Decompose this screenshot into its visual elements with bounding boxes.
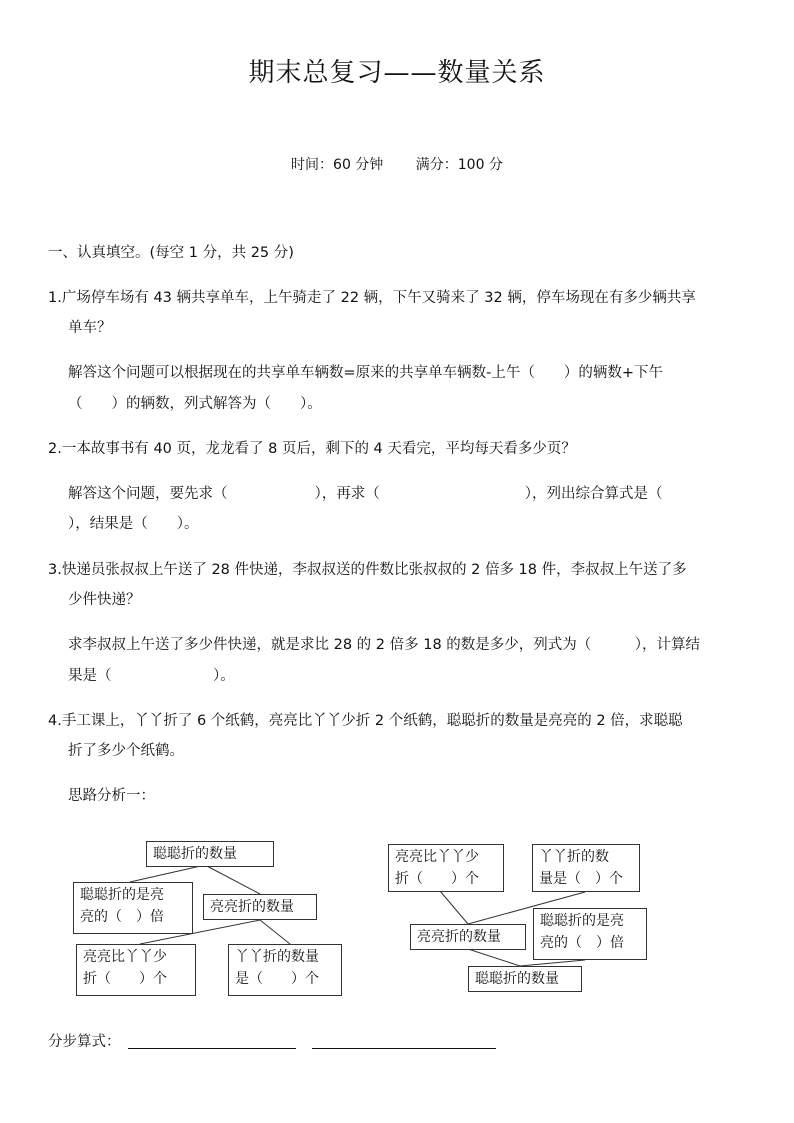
d2-line-mid-bottom xyxy=(468,949,520,966)
d1-box-br-line2: 是（ ）个 xyxy=(235,971,319,987)
analysis-label: 思路分析一： xyxy=(68,788,155,804)
q1-line4: （ ）的辆数，列式解答为（ ）。 xyxy=(68,396,322,412)
d2-box-right-line1: 聪聪折的是亮 xyxy=(540,913,624,929)
d1-box-mid: 亮亮折的数量 xyxy=(203,894,317,920)
d2-box-top-left xyxy=(388,844,504,892)
d2-box-tl-line1: 亮亮比丫丫少 xyxy=(395,849,479,865)
section-heading: 一、认真填空。(每空 1 分，共 25 分) xyxy=(48,245,294,261)
q4-line1: 4.手工课上，丫丫折了 6 个纸鹤，亮亮比丫丫少折 2 个纸鹤，聪聪折的数量是亮亮的 2 倍，求聪聪 xyxy=(48,713,683,729)
d1-box-bottom-right xyxy=(228,944,342,996)
d1-box-left-line1: 聪聪折的是亮 xyxy=(80,887,164,903)
q3-line1: 3.快递员张叔叔上午送了 28 件快递，李叔叔送的件数比张叔叔的 2 倍多 18 件，李叔叔上午送了多 xyxy=(48,562,687,578)
q2-line2: 解答这个问题，要先求（ ），再求（ ），列出综合算式是（ xyxy=(68,486,663,502)
time-limit: 时间：60 分钟 xyxy=(291,157,384,173)
q3-line3: 求李叔叔上午送了多少件快递，就是求比 28 的 2 倍多 18 的数是多少，列式为（ ），计算结 xyxy=(68,637,701,653)
steps-label: 分步算式： xyxy=(48,1034,121,1050)
exam-info xyxy=(0,154,794,174)
d2-box-tr-line2: 量是（ ）个 xyxy=(539,871,623,887)
d1-line-top-mid xyxy=(205,865,260,894)
d2-box-tr-line1: 丫丫折的数 xyxy=(539,849,609,865)
d1-box-left-line2: 亮的（ ）倍 xyxy=(80,909,164,925)
answer-blank-2[interactable] xyxy=(312,1048,496,1049)
d2-box-mid: 亮亮折的数量 xyxy=(410,924,526,950)
d1-box-top: 聪聪折的数量 xyxy=(146,841,274,867)
d2-box-bottom: 聪聪折的数量 xyxy=(468,966,582,992)
d1-box-bottom-left xyxy=(76,944,196,996)
q1-line1: 1.广场停车场有 43 辆共享单车，上午骑走了 22 辆，下午又骑来了 32 辆，停车场现在有多少辆共享 xyxy=(48,290,696,306)
d1-box-left xyxy=(73,882,193,934)
d2-box-right xyxy=(533,908,647,960)
q4-line2: 折了多少个纸鹤。 xyxy=(68,743,184,759)
d1-line-top-left xyxy=(130,865,205,882)
q1-line2: 单车？ xyxy=(68,320,112,336)
q2-line1: 2.一本故事书有 40 页，龙龙看了 8 页后，剩下的 4 天看完，平均每天看多少页？ xyxy=(48,441,576,457)
page-title: 期末总复习——数量关系 xyxy=(248,58,546,88)
d1-box-br-line1: 丫丫折的数量 xyxy=(235,949,319,965)
d2-box-top-right xyxy=(532,844,640,892)
q3-line4: 果是（ ）。 xyxy=(68,668,235,684)
d2-line-tl-mid xyxy=(440,891,468,924)
answer-blank-1[interactable] xyxy=(128,1048,296,1049)
full-score: 满分：100 分 xyxy=(415,157,503,173)
q3-line2: 少件快递？ xyxy=(68,592,141,608)
d1-box-bl-line1: 亮亮比丫丫少 xyxy=(83,949,167,965)
q2-line3: ），结果是（ ）。 xyxy=(68,516,199,532)
d2-box-tl-line2: 折（ ）个 xyxy=(395,871,479,887)
q1-line3: 解答这个问题可以根据现在的共享单车辆数=原来的共享单车辆数-上午（ ）的辆数+下午 xyxy=(68,365,664,381)
d2-box-right-line2: 亮的（ ）倍 xyxy=(540,935,624,951)
d1-line-mid-br xyxy=(260,920,290,944)
d1-box-bl-line2: 折（ ）个 xyxy=(83,971,167,987)
